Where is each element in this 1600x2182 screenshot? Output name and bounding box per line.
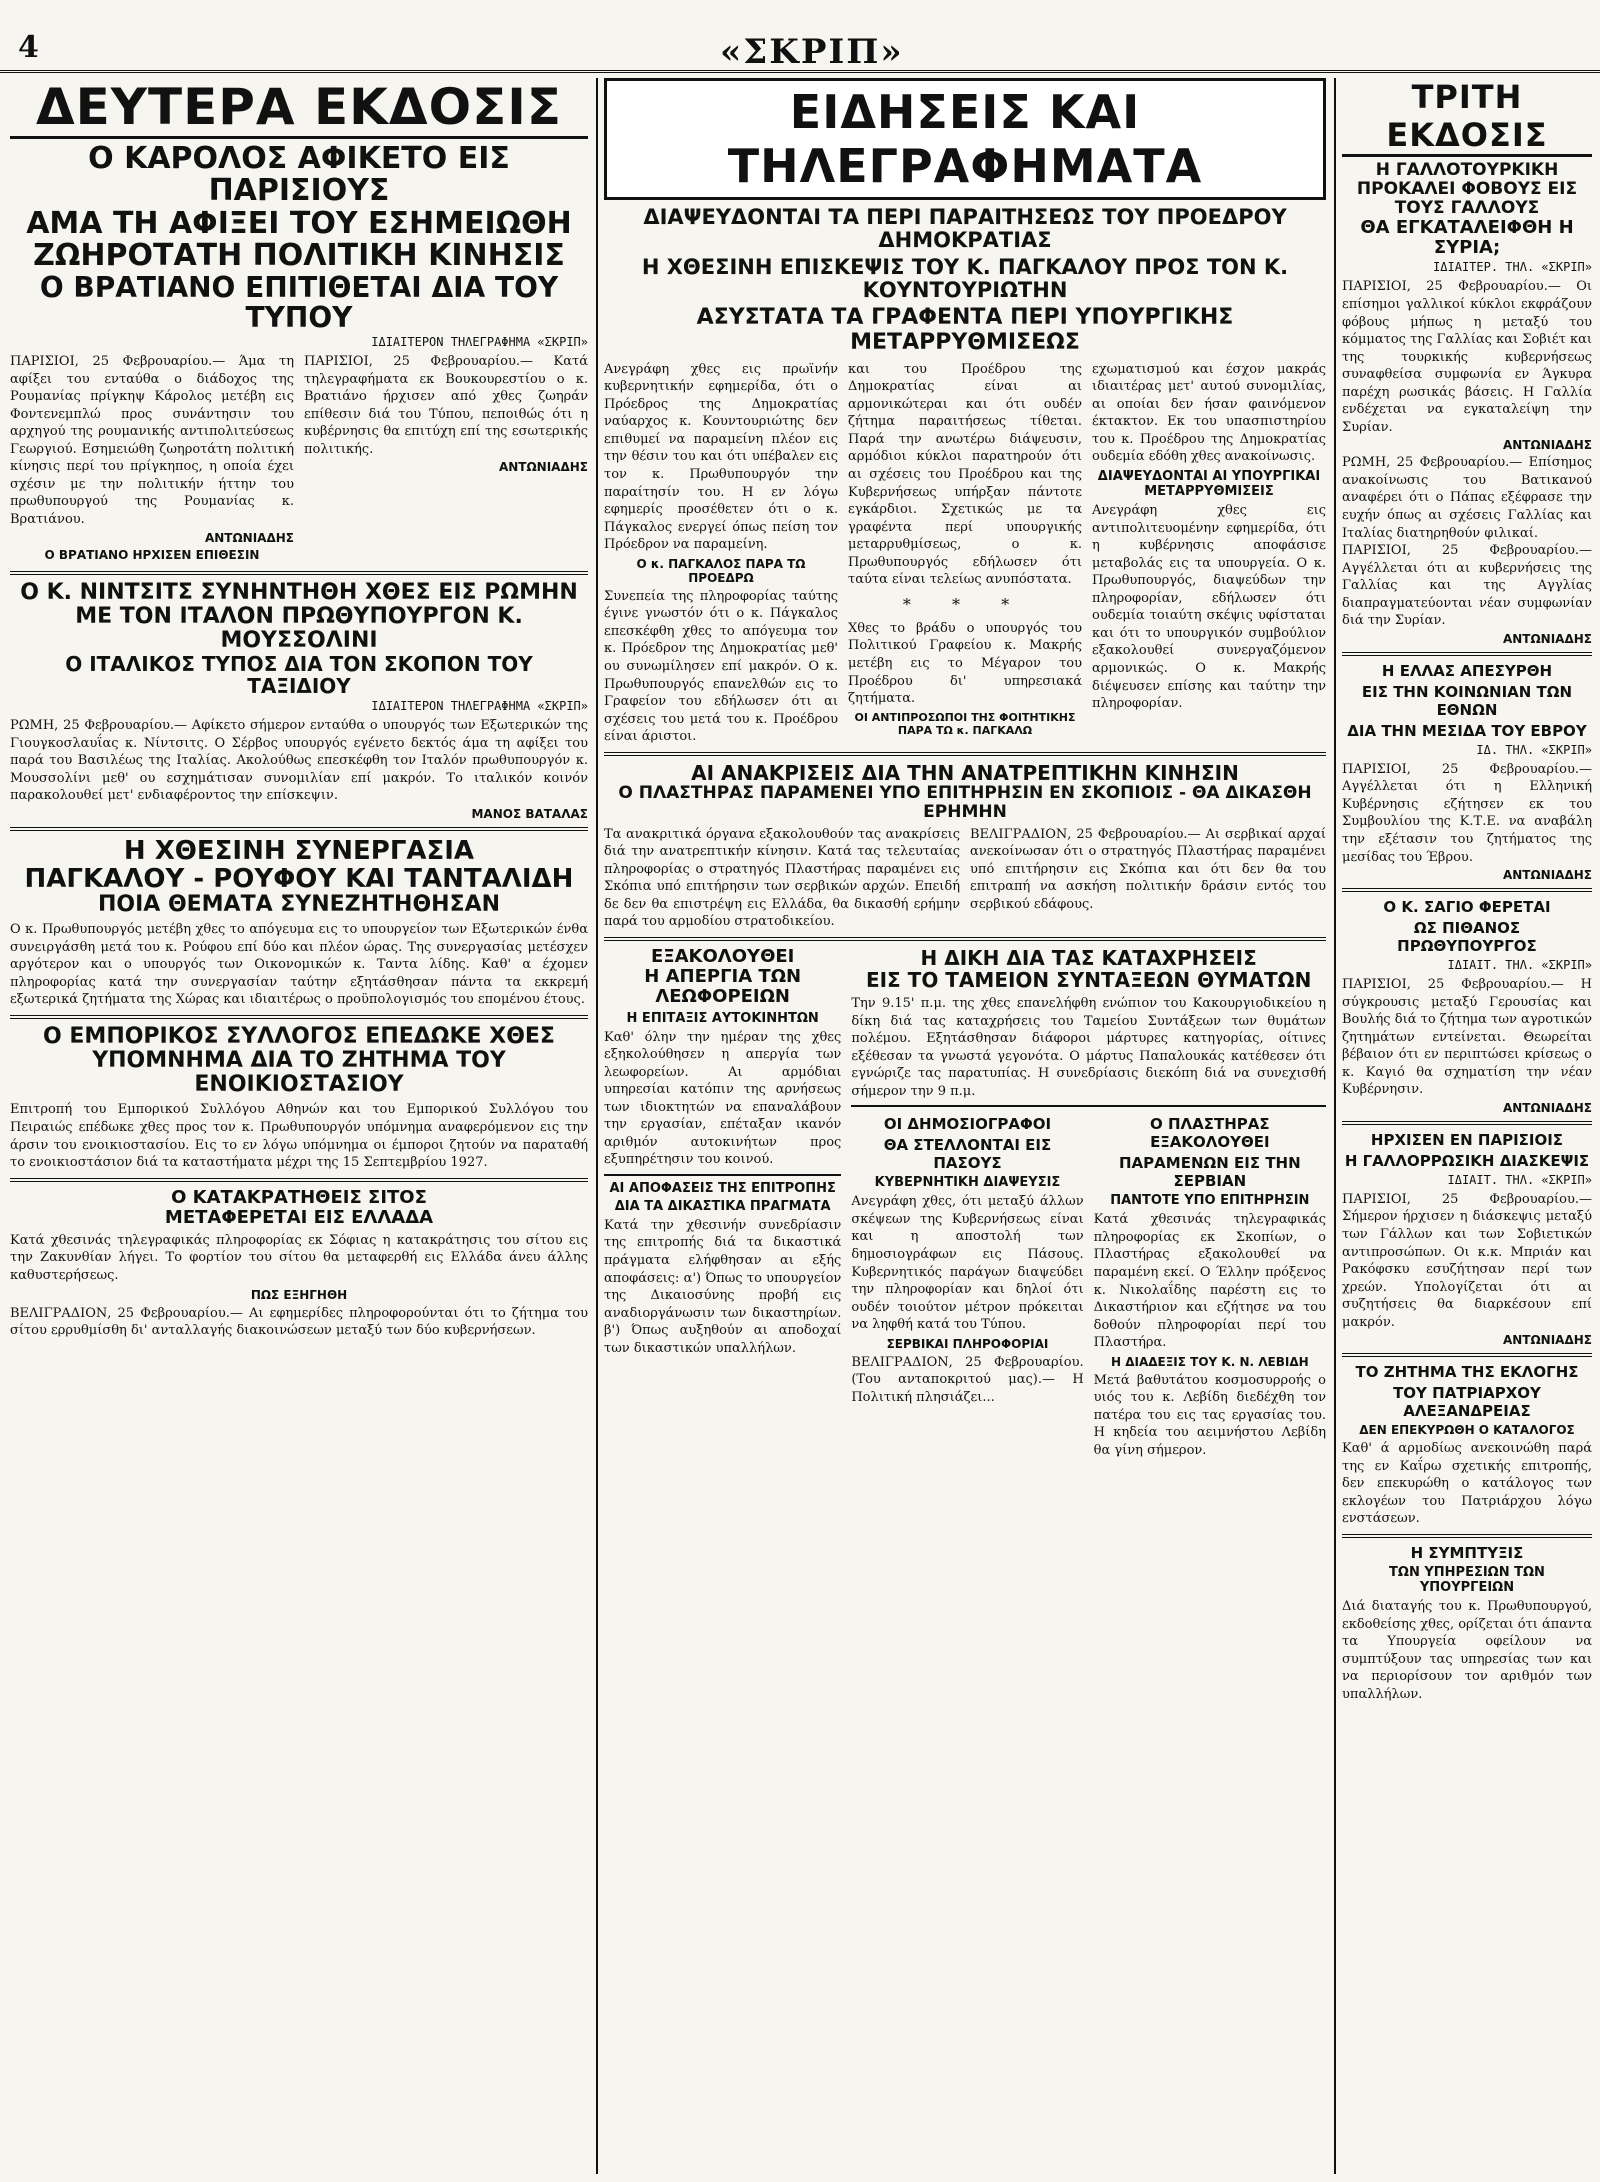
headline: Ο ΚΑΡΟΛΟΣ ΑΦΙΚΕΤΟ ΕΙΣ ΠΑΡΙΣΙΟΥΣ	[88, 141, 510, 209]
headline: Ο ΕΜΠΟΡΙΚΟΣ ΣΥΛΛΟΓΟΣ ΕΠΕΔΩΚΕ ΧΘΕΣ	[43, 1023, 555, 1049]
headline: ΘΑ ΣΤΕΛΛΟΝΤΑΙ ΕΙΣ ΠΑΣΟΥΣ	[883, 1136, 1052, 1173]
headline: Η ΔΙΚΗ ΔΙΑ ΤΑΣ ΚΑΤΑΧΡΗΣΕΙΣ	[920, 946, 1257, 971]
headline: Ο Κ. ΣΑΓΙΟ ΦΕΡΕΤΑΙ	[1383, 898, 1551, 917]
headline: ΠΑΓΚΑΛΟΥ - ΡΟΥΦΟΥ ΚΑΙ ΤΑΝΤΑΛΙΔΗ	[24, 863, 574, 894]
article-text: ΠΑΡΙΣΙΟΙ, 25 Φεβρουαρίου.— Κατά τηλεγραφήματα εκ Βουκουρεστίου ο κ. Βρατιάνο ήρχισεν από χθες ζωηράν επίθεσιν διά του Τύπου, πεποιθώς ότι η κυβέρνησις θα επιτύχη επί της εσωτερικής πολιτικής.	[304, 354, 588, 457]
article-text: ΠΑΡΙΣΙΟΙ, 25 Φεβρουαρίου.— Σήμερον ήρχισεν η διάσκεψις μεταξύ των Γάλλων και των Σοβιετικών αντιπροσώπων. Οι κ.κ. Μπριάν και Ρακόφσκυ εσυζήτησαν περί των χρεών. Υπολογίζεται ότι αι συζητήσεις θα διαρκέσουν επί μακρόν.	[1342, 1191, 1592, 1330]
headline: ΤΩΝ ΥΠΗΡΕΣΙΩΝ ΤΩΝ ΥΠΟΥΡΓΕΙΩΝ	[1389, 1565, 1545, 1596]
headline: ΥΠΟΜΝΗΜΑ ΔΙΑ ΤΟ ΖΗΤΗΜΑ ΤΟΥ ΕΝΟΙΚΙΟΣΤΑΣΙΟΥ	[92, 1048, 506, 1098]
headline: Η ΓΑΛΛΟΡΡΩΣΙΚΗ ΔΙΑΣΚΕΨΙΣ	[1344, 1151, 1590, 1170]
article-text: ΠΑΡΙΣΙΟΙ, 25 Φεβρουαρίου.— Αγγέλλεται ότι η Ελληνική Κυβέρνησις εζήτησεν εκ του Συμβουλίου της Κ.Τ.Ε. να αναβάλη την εξέτασιν του ζητήματος της μεσίδας του Έβρου.	[1342, 761, 1592, 865]
article-text: Την 9.15' π.μ. της χθες επανελήφθη ενώπιον του Κακουργιοδικείου η δίκη διά τας καταχρήσεις του Ταμείου Συντάξεων των θυμάτων πολέμου. Εξητάσθησαν διάφοροι μάρτυρες κατηγορίας, οίτινες εξέθεσαν τα γνωστά γεγονότα. Ο μάρτυς Παπαλουκάς κατέθεσεν ότι εγνώριζε τας παρατυπίας. Η συνεδρίασις διεκόπη διά να συνεχισθή σήμερον την 9 π.μ.	[851, 996, 1326, 1099]
headline: ΠΑΡΑΜΕΝΩΝ ΕΙΣ ΤΗΝ ΣΕΡΒΙΑΝ	[1119, 1154, 1301, 1191]
article-text: Ο κ. Πρωθυπουργός μετέβη χθες το απόγευμα εις το υπουργείον των Εξωτερικών ένθα συνειργάσθη μετά του κ. Ρούφου επί δύο και πλέον ώρας. Της συνεργασίας μετέσχεν αργότερον και ο υπουργός των Οικονομικών κ. Ταντα λίδης. Καθ' α έχομεν πληροφορίας κατά την συνεργασίαν ταύτην εξητάσθησαν πάντα τα εκκρεμή εξωτερικά ζητήματα της Χώρας και ιδιαιτέρως ο προϋπολογισμός του επομένου έτους.	[10, 922, 588, 1008]
divider	[1342, 1353, 1592, 1357]
divider	[604, 752, 1326, 756]
headline: ΔΙΑ ΤΑ ΔΙΚΑΣΤΙΚΑ ΠΡΑΓΜΑΤΑ	[614, 1198, 831, 1214]
subheadline: ΠΑΝΤΟΤΕ ΥΠΟ ΕΠΙΤΗΡΗΣΙΝ	[1110, 1193, 1310, 1209]
separator-stars: * * *	[902, 594, 1028, 614]
subheadline: ΣΕΡΒΙΚΑΙ ΠΛΗΡΟΦΟΡΙΑΙ	[886, 1336, 1049, 1351]
article-text: εχωματισμού και έσχον μακράς ιδιαιτέρας μετ' αυτού συνομιλίας, αι οποίαι δεν ήσαν φαινόμενον έκτακτον. Εκ του υπασπιστηρίου του κ. Προέδρου της Δημοκρατίας ουδεμία εδόθη χθες ανακοίνωσις.	[1092, 361, 1326, 465]
headline: ΔΙΑΨΕΥΔΟΝΤΑΙ ΤΑ ΠΕΡΙ ΠΑΡΑΙΤΗΣΕΩΣ ΤΟΥ ΠΡΟΕΔΡΟΥ ΔΗΜΟΚΡΑΤΙΑΣ	[643, 205, 1287, 253]
headline: ΔΙΑ ΤΗΝ ΜΕΣΙΔΑ ΤΟΥ ΕΒΡΟΥ	[1347, 721, 1587, 740]
headline: Ο ΒΡΑΤΙΑΝΟ ΕΠΙΤΙΘΕΤΑΙ ΔΙΑ ΤΟΥ ΤΥΠΟΥ	[39, 270, 559, 334]
headline: Ο Κ. ΝΙΝΤΣΙΤΣ ΣΥΝΗΝΤΗΘΗ ΧΘΕΣ ΕΙΣ ΡΩΜΗΝ	[20, 579, 578, 605]
article-text: Κατά την χθεσινήν συνεδρίασιν της επιτροπής διά τα δικαστικά πράγματα ελήφθησαν αι εξής αποφάσεις: α') Όπως το υπουργείον της Δικαιοσύνης προβή εις αναδιοργάνωσιν των δικαστηρίων. β') Όπως αυξηθούν αι αποδοχαί των δικαστικών υπαλλήλων.	[604, 1217, 842, 1356]
article-lead	[604, 206, 1326, 746]
subheadline: Η ΔΙΑΔΕΞΙΣ ΤΟΥ Κ. Ν. ΛΕΒΙΔΗ	[1110, 1354, 1309, 1369]
article-patriarchis	[1342, 1363, 1592, 1528]
article-text: Καθ' ά αρμοδίως ανεκοινώθη παρά της εν Καΐρω σχετικής επιτροπής, δεν επεκυρώθη ο κατάλογος των εκλογέων του Πατριάρχου λόγω ενστάσεων.	[1342, 1441, 1592, 1527]
article-epitropi	[604, 1181, 841, 1357]
article-apergia	[604, 947, 841, 1169]
divider	[10, 1178, 588, 1182]
signoff: ΑΝΤΩΝΙΑΔΗΣ	[1502, 1100, 1592, 1115]
divider	[10, 571, 588, 575]
divider	[1342, 888, 1592, 892]
article-text: Τα ανακριτικά όργανα εξακολουθούν τας ανακρίσεις διά την ανατρεπτικήν κίνησιν. Κατά τας τελευταίας πληροφορίας ο στρατηγός Πλαστήρας παραμένει εις Σκόπια υπό επιτήρησιν των σερβικών αρχών. Επειδή δε δεν θα επιστρέψη εις Ελλάδα, θα δικασθή ερήμην παρά του αρμοδίου στρατοδικείου.	[604, 826, 960, 930]
page-number: 4	[18, 30, 39, 65]
article-text: ΠΑΡΙΣΙΟΙ, 25 Φεβρουαρίου.— Οι επίσημοι γαλλικοί κύκλοι εκφράζουν φόβους μήπως η μεταξύ του κόμματος της Γαλλίας και Σοβιέτ και της τουρκικής κυβερνήσεως συναφθείσα συμφωνία εν Άγκυρα παρέχη ρωσικάς βάσεις. Η Γαλλία ενδέχεται να εγκαταλείψη την Συρίαν.	[1342, 279, 1592, 435]
divider	[1342, 1121, 1592, 1125]
article-text: Ανεγράφη χθες εις πρωϊνήν κυβερνητικήν εφημερίδα, ότι ο Πρόεδρος της Δημοκρατίας ναύαρχος κ. Κουντουριώτης δεν επιθυμεί να παραμείνη πλέον εις την θέσιν του και ότι υπέβαλεν εις τον κ. Πρωθυπουργόν την παραίτησίν του. Η εν λόγω εφημερίς προσέθετεν ότι ο κ. Πάγκαλος ενεργεί όπως πείση τον Πρόεδρον να παραμείνη.	[604, 361, 838, 553]
article-text: και του Προέδρου της Δημοκρατίας είναι αι αρμονικώτεραι και ότι ουδέν ζήτημα παραιτήσεως τίθεται. Παρά την ανωτέρω διάψευσιν, αρμόδιοι κύκλοι παρατηρούν ότι αι σχέσεις του Προέδρου και της Κυβερνήσεως υπήρξαν πάντοτε εγκάρδιοι. Σχετικώς με τα γραφέντα περί υπουργικής μεταρρυθμίσεως, ο κ. Πρωθυπουργός εδήλωσεν ότι ταύτα είναι τελείως ανυπόστατα.	[848, 361, 1082, 588]
article-dimosiografoi	[851, 1112, 1083, 1459]
signoff: ΑΝΤΩΝΙΑΔΗΣ	[1502, 1333, 1592, 1348]
article-text: ΠΑΡΙΣΙΟΙ, 25 Φεβρουαρίου.— Αγγέλλεται ότι αι κυβερνήσεις της Γαλλίας και της Αγγλίας διαπραγματεύονται νέαν συμφωνίαν διά την Συρίαν.	[1342, 543, 1592, 629]
article-synergasia	[10, 837, 588, 1009]
headline: Η ΕΛΛΑΣ ΑΠΕΣΥΡΘΗ	[1381, 661, 1553, 680]
article-text: Μετά βαθυτάτου κοσμοσυρροής ο υιός του κ. Λεβίδη διεδέχθη τον πατέρα του εις τας εργασίας του. Η κηδεία του αειμνήστου Λεβίδη θα γίνη σήμερον.	[1093, 1372, 1326, 1458]
article-syria	[1342, 161, 1592, 646]
article-diki	[851, 947, 1326, 1100]
headline: Ο ΠΛΑΣΤΗΡΑΣ ΠΑΡΑΜΕΝΕΙ ΥΠΟ ΕΠΙΤΗΡΗΣΙΝ ΕΝ ΣΚΟΠΙΟΙΣ - ΘΑ ΔΙΚΑΣΘΗ ΕΡΗΜΗΝ	[618, 782, 1312, 822]
headline: ΑΣΥΣΤΑΤΑ ΤΑ ΓΡΑΦΕΝΤΑ ΠΕΡΙ ΥΠΟΥΡΓΙΚΗΣ ΜΕΤΑΡΡΥΘΜΙΣΕΩΣ	[696, 305, 1234, 355]
article-text: Συνεπεία της πληροφορίας ταύτης έγινε γνωστόν ότι ο κ. Πάγκαλος επεσκέφθη χθες το απόγευμα τον κ. Πρόεδρον της Δημοκρατίας μεθ' ου συνωμίλησεν επί μακρόν. Ο κ. Πρωθυπουργός επανελθών εις το Γραφείον του εδήλωσεν ότι αι σχέσεις του μετά του κ. Προέδρου είναι άριστοι.	[604, 588, 838, 745]
article-text: ΒΕΛΙΓΡΑΔΙΟΝ, 25 Φεβρουαρίου.— Αι εφημερίδες πληροφορούνται ότι το ζήτημα του σίτου ερρυθμίσθη δι' ανταλλαγής διακοινώσεων μεταξύ των δύο κυβερνήσεων.	[10, 1305, 588, 1339]
headline: ΜΕΤΑΦΕΡΕΤΑΙ ΕΙΣ ΕΛΛΑΔΑ	[164, 1206, 434, 1228]
right-column	[1342, 78, 1592, 2174]
byline: ΙΔΙΑΙΤΕΡΟΝ ΤΗΛΕΓΡΑΦΗΜΑ «ΣΚΡΙΠ»	[371, 699, 588, 714]
signoff: ΜΑΝΟΣ ΒΑΤΑΛΑΣ	[471, 806, 588, 821]
headline: ΠΟΙΑ ΘΕΜΑΤΑ ΣΥΝΕΖΗΤΗΘΗΣΑΝ	[97, 891, 501, 917]
edition-title: ΤΡΙΤΗ ΕΚΔΟΣΙΣ	[1342, 78, 1592, 157]
subheadline: Ο κ. ΠΑΓΚΑΛΟΣ ΠΑΡΑ ΤΩ ΠΡΟΕΔΡΩ	[636, 556, 806, 585]
divider	[10, 1015, 588, 1019]
section-title: ΕΙΔΗΣΕΙΣ ΚΑΙ ΤΗΛΕΓΡΑΦΗΜΑΤΑ	[727, 85, 1203, 193]
divider	[604, 937, 1326, 941]
masthead	[0, 0, 1600, 73]
article-plastiras	[1094, 1112, 1326, 1459]
divider	[1342, 1534, 1592, 1538]
headline: ΕΙΣ ΤΟ ΤΑΜΕΙΟΝ ΣΥΝΤΑΞΕΩΝ ΘΥΜΑΤΩΝ	[865, 968, 1312, 993]
subheadline: ΔΙΑΨΕΥΔΟΝΤΑΙ ΑΙ ΥΠΟΥΡΓΙΚΑΙ ΜΕΤΑΡΡΥΘΜΙΣΕΙΣ	[1097, 469, 1321, 500]
headline: ΤΟ ΖΗΤΗΜΑ ΤΗΣ ΕΚΛΟΓΗΣ	[1355, 1363, 1579, 1382]
article-text: Χθες το βράδυ ο υπουργός του Πολιτικού Γραφείου κ. Μακρής μετέβη εις το Μέγαρον του Προέδρου δι' υπηρεσιακά ζητήματα.	[848, 620, 1082, 707]
article-anakriseis	[604, 762, 1326, 931]
headline: ΕΙΣ ΤΗΝ ΚΟΙΝΩΝΙΑΝ ΤΩΝ ΕΘΝΩΝ	[1361, 682, 1573, 719]
headline: Ο ΠΛΑΣΤΗΡΑΣ ΕΞΑΚΟΛΟΥΘΕΙ	[1150, 1115, 1270, 1152]
article-text: Ανεγράφη χθες εις αντιπολιτευομένην εφημερίδα, ότι η κυβέρνησις αποφάσισε μεταβολάς εις τα υπουργεία. Ο κ. Πρωθυπουργός, διαψεύδων την πληροφορίαν, εδήλωσεν ότι ουδεμία τοιαύτη σκέψις υφίσταται και ότι το υπουργικόν συμβούλιον εξακολουθεί συνεργαζόμενον αρμονικώς. Ο κ. Μακρής διέψευσεν επίσης και ταύτην την πληροφορίαν.	[1092, 503, 1326, 712]
headline: ΜΕ ΤΟΝ ΙΤΑΛΟΝ ΠΡΩΘΥΠΟΥΡΓΟΝ Κ. ΜΟΥΣΣΟΛΙΝΙ	[75, 603, 523, 653]
headline: Η ΧΘΕΣΙΝΗ ΕΠΙΣΚΕΨΙΣ ΤΟΥ Κ. ΠΑΓΚΑΛΟΥ ΠΡΟΣ ΤΟΝ Κ. ΚΟΥΝΤΟΥΡΙΩΤΗΝ	[641, 255, 1289, 303]
article-text: Επιτροπή του Εμπορικού Συλλόγου Αθηνών και του Εμπορικού Συλλόγου του Πειραιώς επέδωκε χθες προς τον κ. Πρωθυπουργόν υπόμνημα αναφερόμενον εις την άρσιν του ενοικιοστασίου. Εις το εν λόγω υπόμνημα οι έμποροι ζητούν να παραταθή το ενοικιοστάσιον διά τα καταστήματα μέχρι της 15 Σεπτεμβρίου 1927.	[10, 1102, 588, 1171]
headline: Η ΑΠΕΡΓΙΑ ΤΩΝ ΛΕΩΦΟΡΕΙΩΝ	[644, 966, 802, 1008]
subheadline: ΟΙ ΑΝΤΙΠΡΟΣΩΠΟΙ ΤΗΣ ΦΟΙΤΗΤΙΚΗΣ ΠΑΡΑ ΤΩ κ. ΠΑΓΚΑΛΩ	[854, 710, 1076, 737]
center-column	[604, 78, 1326, 2174]
article-text: ΡΩΜΗ, 25 Φεβρουαρίου.— Αφίκετο σήμερον ενταύθα ο υπουργός των Εξωτερικών της Γιουγκοσλαυΐας κ. Νίντσιτς. Ο Σέρβος υπουργός εγένετο δεκτός άμα τη αφίξει του παρά του Βασιλέως της Ιταλίας. Ακολούθως επεσκέφθη τον Ιταλόν πρωθυπουργόν κ. Μουσσολίνι μεθ' ου εσχημάτισαν συνομιλίαν επί μακρόν. Το ιταλικόν κοινόν παρακολουθεί μετ' ενδιαφέροντος την επίσκεψιν.	[10, 718, 588, 804]
headline: ΖΩΗΡΟΤΑΤΗ ΠΟΛΙΤΙΚΗ ΚΙΝΗΣΙΣ	[33, 238, 565, 274]
signoff: ΑΝΤΩΝΙΑΔΗΣ	[1502, 868, 1592, 883]
headline: ΘΑ ΕΓΚΑΤΑΛΕΙΦΘΗ Η ΣΥΡΙΑ;	[1360, 217, 1574, 259]
byline: ΙΔΙΑΙΤ. ΤΗΛ. «ΣΚΡΙΠ»	[1447, 1172, 1592, 1187]
byline: ΙΔΙΑΙΤΕΡ. ΤΗΛ. «ΣΚΡΙΠ»	[1433, 260, 1592, 275]
byline: ΙΔΙΑΙΤΕΡΟΝ ΤΗΛΕΓΡΑΦΗΜΑ «ΣΚΡΙΠ»	[371, 335, 588, 350]
article-text: ΒΕΛΙΓΡΑΔΙΟΝ, 25 Φεβρουαρίου.— Αι σερβικαί αρχαί ανεκοίνωσαν ότι ο στρατηγός Πλαστήρας παραμένει υπό επιτήρησιν εις Σκόπια και ότι δεν θα του επιτραπή να ασκήση πολιτικήν δράσιν εντός του σερβικού εδάφους.	[970, 826, 1326, 912]
divider	[604, 1174, 841, 1176]
headline: ΑΙ ΑΠΟΦΑΣΕΙΣ ΤΗΣ ΕΠΙΤΡΟΠΗΣ	[609, 1180, 836, 1196]
edition-title: ΔΕΥΤΕΡΑ ΕΚΔΟΣΙΣ	[10, 78, 588, 139]
article-text: Καθ' όλην την ημέραν της χθες εξηκολούθησεν η απεργία των λεωφορείων. Αι αρμόδιαι υπηρεσίαι κατόπιν της αρνήσεως των ιδιοκτητών να επαναλάβουν την εργασίαν, επέταξαν ικανόν αριθμόν αυτοκινήτων προς εξυπηρέτησιν του κοινού.	[604, 1029, 842, 1168]
headline: ΕΞΑΚΟΛΟΥΘΕΙ	[650, 946, 795, 968]
signoff: ΑΝΤΩΝΙΑΔΗΣ	[498, 460, 588, 475]
headline: ΑΜΑ ΤΗ ΑΦΙΞΕΙ ΤΟΥ ΕΣΗΜΕΙΩΘΗ	[26, 205, 572, 241]
article-kagio	[1342, 898, 1592, 1115]
byline: ΙΔ. ΤΗΛ. «ΣΚΡΙΠ»	[1476, 742, 1592, 757]
article-karolos	[10, 143, 588, 565]
headline: Η ΧΘΕΣΙΝΗ ΣΥΝΕΡΓΑΣΙΑ	[123, 835, 475, 866]
article-text: ΠΑΡΙΣΙΟΙ, 25 Φεβρουαρίου.— Η σύγκρουσις μεταξύ Γερουσίας και Βουλής διά το ζήτημα των αγροτικών ζητημάτων εντείνεται. Θεωρείται βέβαιον ότι εν περιπτώσει κρίσεως ο κ. Καγιό θα σχηματίση την νέαν Κυβέρνησιν.	[1342, 977, 1592, 1098]
divider	[1342, 652, 1592, 656]
headline: ΑΙ ΑΝΑΚΡΙΣΕΙΣ ΔΙΑ ΤΗΝ ΑΝΑΤΡΕΠΤΙΚΗΝ ΚΙΝΗΣΙΝ	[691, 760, 1239, 785]
headline: Ο ΚΑΤΑΚΡΑΤΗΘΕΙΣ ΣΙΤΟΣ	[171, 1186, 427, 1208]
left-column	[10, 78, 588, 2174]
article-text: Κατά χθεσινάς τηλεγραφικάς πληροφορίας εκ Σόφιας η κατακράτησις του σίτου εις την Ζακυνθίαν λήγει. Το φορτίον του σίτου θα μεταφερθή εις Ελλάδα άνευ άλλης καθυστερήσεως.	[10, 1232, 588, 1284]
headline: Ο ΙΤΑΛΙΚΟΣ ΤΥΠΟΣ ΔΙΑ ΤΟΝ ΣΚΟΠΟΝ ΤΟΥ ΤΑΞΙΔΙΟΥ	[65, 652, 533, 699]
byline: ΙΔΙΑΙΤ. ΤΗΛ. «ΣΚΡΙΠ»	[1447, 958, 1592, 973]
article-gallorrosiki	[1342, 1131, 1592, 1347]
divider	[851, 1105, 1326, 1107]
article-emporikos	[10, 1025, 588, 1172]
newspaper-name: «ΣΚΡΙΠ»	[720, 32, 904, 72]
article-text: ΡΩΜΗ, 25 Φεβρουαρίου.— Επίσημος ανακοίνωσις του Βατικανού αναφέρει ότι ο Πάπας εξέφρασε την ευχήν όπως αι σχέσεις Γαλλίας και Ιταλίας διατηρηθούν φιλικαί.	[1342, 455, 1592, 541]
article-text: ΠΑΡΙΣΙΟΙ, 25 Φεβρουαρίου.— Άμα τη αφίξει του ενταύθα ο διάδοχος της Ρουμανίας πρίγκηψ Κάρολος μετέβη εις Φοντενεμπλώ προς συνάντησιν του αρχηγού της ρουμανικής αντιπολιτεύσεως Γεωργιού. Εσημειώθη ζωηροτάτη πολιτική κίνησις περί του πρίγκηπος, η οποία έχει σχέσιν με την πολιτικήν ήττην του πρωθυπουργού της Ρουμανίας κ. Βρατιάνου.	[10, 354, 294, 527]
article-symptyxis	[1342, 1544, 1592, 1703]
article-text: Κατά χθεσινάς τηλεγραφικάς πληροφορίας εκ Σκοπίων, ο Πλαστήρας εξακολουθεί να παραμένη εκεί. Ο Έλλην πρόξενος κ. Νικολαΐδης παρέστη εις το Δικαστήριον και εζήτησε να του δοθούν πληροφορίαι περί του Πλαστήρα.	[1093, 1212, 1326, 1351]
column-divider	[596, 78, 598, 2174]
column-divider	[1334, 78, 1336, 2174]
headline: ΟΙ ΔΗΜΟΣΙΟΓΡΑΦΟΙ	[883, 1115, 1052, 1134]
headline: Η ΓΑΛΛΟΤΟΥΡΚΙΚΗ ΠΡΟΚΑΛΕΙ ΦΟΒΟΥΣ ΕΙΣ ΤΟΥΣ ΓΑΛΛΟΥΣ	[1356, 160, 1578, 219]
headline: ΩΣ ΠΙΘΑΝΟΣ ΠΡΩΘΥΠΟΥΡΓΟΣ	[1397, 919, 1537, 956]
article-text: ΒΕΛΙΓΡΑΔΙΟΝ, 25 Φεβρουαρίου. (Του ανταποκριτού μας).— Η Πολιτική πλησιάζει...	[851, 1354, 1084, 1405]
subheadline: Η ΕΠΙΤΑΞΙΣ ΑΥΤΟΚΙΝΗΤΩΝ	[626, 1010, 819, 1026]
article-sitos	[10, 1188, 588, 1340]
divider	[10, 827, 588, 831]
headline: ΗΡΧΙΣΕΝ ΕΝ ΠΑΡΙΣΙΟΙΣ	[1370, 1130, 1564, 1149]
headline: Η ΣΥΜΠΤΥΞΙΣ	[1410, 1544, 1524, 1563]
headline: ΤΟΥ ΠΑΤΡΙΑΡΧΟΥ ΑΛΕΞΑΝΔΡΕΙΑΣ	[1393, 1384, 1541, 1421]
article-nintsits	[10, 581, 588, 821]
section-banner	[604, 78, 1326, 200]
subheadline: ΔΕΝ ΕΠΕΚΥΡΩΘΗ Ο ΚΑΤΑΛΟΓΟΣ	[1359, 1423, 1575, 1438]
subheadline: ΚΥΒΕΡΝΗΤΙΚΗ ΔΙΑΨΕΥΣΙΣ	[874, 1175, 1061, 1191]
signoff: ΑΝΤΩΝΙΑΔΗΣ	[1502, 438, 1592, 453]
subheadline: ΠΩΣ ΕΞΗΓΗΘΗ	[250, 1287, 348, 1302]
article-ellas	[1342, 662, 1592, 882]
subheadline: Ο ΒΡΑΤΙΑΝΟ ΗΡΧΙΣΕΝ ΕΠΙΘΕΣΙΝ	[44, 547, 260, 562]
article-text: Ανεγράφη χθες, ότι μεταξύ άλλων σκέψεων της Κυβερνήσεως είναι και η αποστολή των δημοσιογράφων εις Πάσους. Κυβερνητικός παράγων διαψεύδει την πληροφορίαν και δηλοί ότι ουδέν τοιούτον μέτρον πρόκειται να ληφθή κατά του Τύπου.	[851, 1194, 1084, 1333]
signoff: ΑΝΤΩΝΙΑΔΗΣ	[1502, 631, 1592, 646]
article-text: Διά διαταγής του κ. Πρωθυπουργού, εκδοθείσης χθες, ορίζεται ότι άπαντα τα Υπουργεία οφείλουν να συμπτύξουν τας υπηρεσίας των και να περιορίσουν τον αριθμόν των υπαλλήλων.	[1342, 1599, 1592, 1702]
signoff: ΑΝΤΩΝΙΑΔΗΣ	[204, 530, 294, 545]
